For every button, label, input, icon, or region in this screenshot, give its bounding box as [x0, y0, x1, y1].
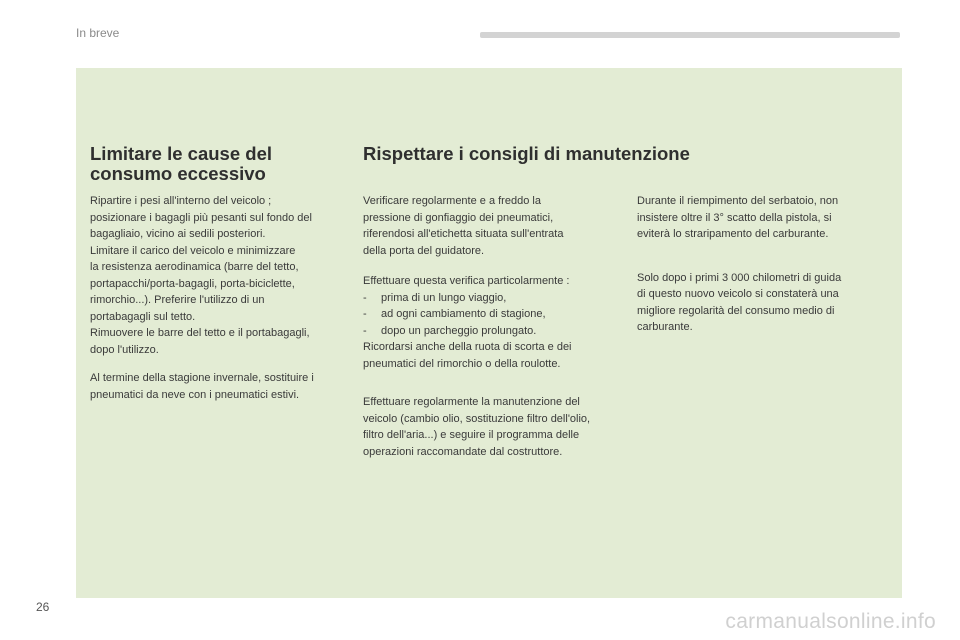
text-line: portapacchi/porta-bagagli, porta-biciclette, [90, 277, 295, 290]
text-line: Ricordarsi anche della ruota di scorta e dei [363, 341, 572, 353]
tyres-paragraph [90, 370, 345, 403]
text-line: della porta del guidatore. [363, 244, 485, 257]
left-column [90, 193, 345, 415]
left-heading-line: consumo eccessivo [90, 163, 266, 184]
mileage-paragraph [637, 270, 887, 336]
bullet-text: dopo un parcheggio prolungato. [381, 324, 537, 337]
bullet-dash: - [363, 308, 367, 320]
text-line: pressione di gonfiaggio dei pneumatici, [363, 211, 554, 224]
left-heading-line: Limitare le cause del [90, 143, 273, 164]
text-line: bagagliaio, vicino ai sedili posteriori. [90, 228, 266, 240]
text-line: pneumatici da neve con i pneumatici estivi. [90, 388, 300, 401]
bullet-item [363, 323, 623, 340]
bullet-text: ad ogni cambiamento di stagione, [381, 308, 546, 320]
page-number: 26 [36, 600, 50, 614]
watermark: carmanualsonline.info [725, 610, 936, 633]
text-line: Limitare il carico del veicolo e minimizzare [90, 244, 296, 257]
check-paragraph [363, 273, 623, 372]
text-line: veicolo (cambio olio, sostituzione filtro dell'olio, [363, 412, 591, 425]
text-line: la resistenza aerodinamica (barre del tetto, [90, 261, 299, 273]
bullet-text: prima di un lungo viaggio, [381, 291, 507, 304]
text-line: migliore regolarità del consumo medio di [637, 304, 835, 317]
text-line: portabagagli sul tetto. [90, 310, 196, 323]
middle-column [363, 193, 623, 472]
right-heading: Rispettare i consigli di manutenzione [363, 143, 690, 164]
text-line: posizionare i bagagli più pesanti sul fondo del [90, 211, 312, 224]
text-line: Solo dopo i primi 3 000 chilometri di guida [637, 271, 842, 284]
text-line: carburante. [637, 321, 693, 333]
bullet-item [363, 306, 623, 323]
text-line: Rimuovere le barre del tetto e il portabagagli, [90, 327, 310, 339]
bullet-item [363, 290, 623, 307]
text-line: Al termine della stagione invernale, sostituire i [90, 372, 314, 384]
refuel-paragraph [637, 193, 887, 243]
text-line: eviterà lo straripamento del carburante. [637, 228, 829, 240]
text-line: Effettuare regolarmente la manutenzione del [363, 396, 580, 408]
left-heading [90, 144, 272, 184]
text-line: filtro dell'aria...) e seguire il programma delle [363, 429, 580, 441]
text-line: Effettuare questa verifica particolarmente : [363, 275, 570, 287]
text-line: di questo nuovo veicolo si constaterà una [637, 288, 839, 300]
bullet-dash: - [363, 324, 367, 337]
right-column [637, 193, 887, 348]
header-divider-bar [480, 32, 900, 38]
pressure-paragraph [363, 193, 623, 259]
text-line: dopo l'utilizzo. [90, 343, 159, 356]
text-line: riferendosi all'etichetta situata sull'entrata [363, 228, 564, 240]
bullet-dash: - [363, 291, 367, 304]
text-line: pneumatici del rimorchio o della roulotte. [363, 357, 561, 370]
maintenance-paragraph [363, 394, 623, 460]
text-line: operazioni raccomandate dal costruttore. [363, 445, 563, 458]
load-paragraph [90, 193, 345, 358]
text-line: Verificare regolarmente e a freddo la [363, 195, 541, 207]
text-line: insistere oltre il 3° scatto della pistola, si [637, 211, 832, 224]
section-title: In breve [76, 26, 120, 40]
text-line: rimorchio...). Preferire l'utilizzo di un [90, 294, 265, 306]
text-line: Ripartire i pesi all'interno del veicolo ; [90, 195, 272, 207]
text-line: Durante il riempimento del serbatoio, non [637, 195, 839, 207]
